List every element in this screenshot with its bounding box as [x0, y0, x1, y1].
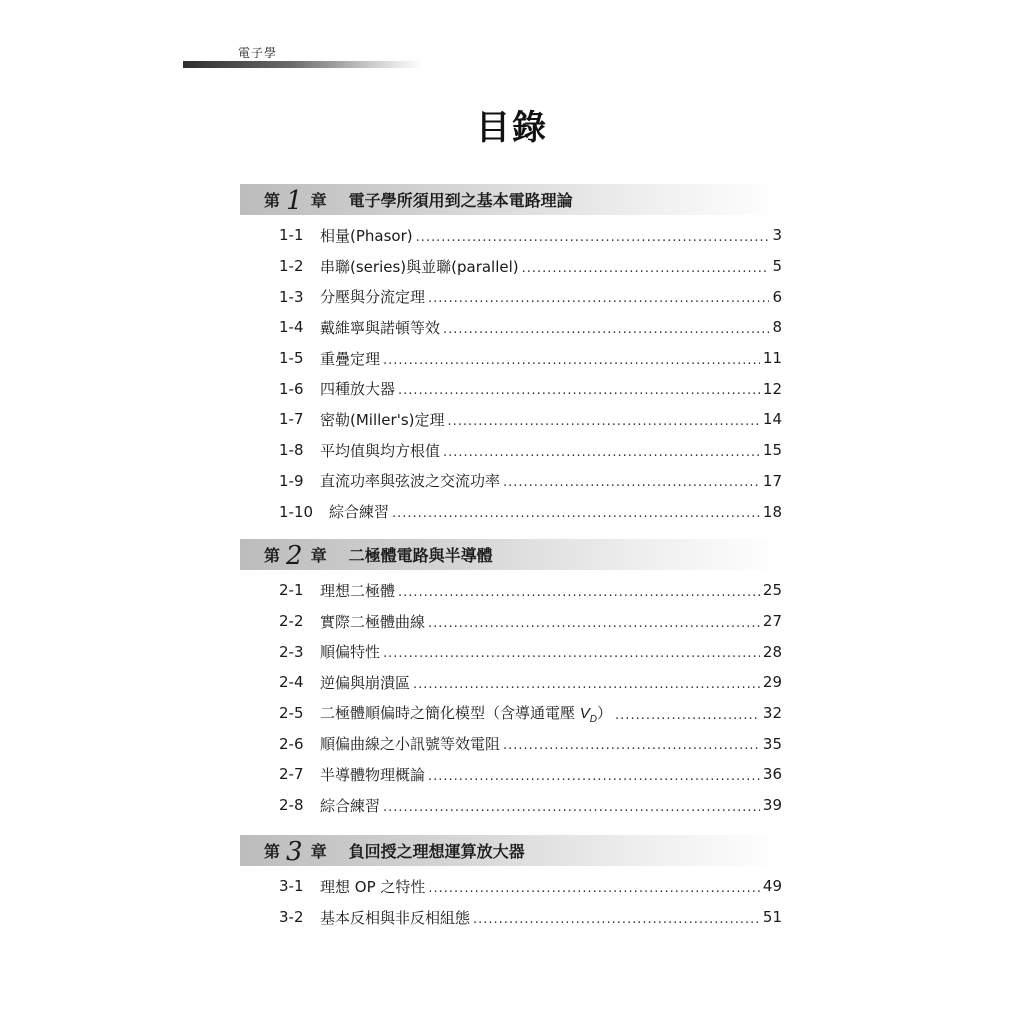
- entry-number: 2-6: [279, 734, 304, 753]
- entry-page: 8: [772, 318, 782, 337]
- dot-leader: [615, 709, 760, 722]
- chapter-word: 章: [310, 191, 327, 210]
- chapter-number: 1: [286, 185, 303, 216]
- entry-page: 32: [762, 704, 782, 723]
- toc-entry[interactable]: [279, 698, 782, 729]
- toc-entry[interactable]: [279, 466, 782, 497]
- entry-title: 實際二極體曲線: [320, 612, 426, 631]
- entry-title-prefix: 二極體順偏時之簡化模型（含導通電壓: [320, 703, 580, 722]
- entry-title: 半導體物理概論: [320, 765, 426, 784]
- entry-number: 2-7: [279, 765, 304, 784]
- dot-leader: [428, 617, 760, 630]
- entry-page: 27: [762, 612, 782, 631]
- voltage-subscript: [590, 714, 597, 725]
- dot-leader: [443, 323, 769, 336]
- toc-entry[interactable]: [279, 728, 782, 759]
- chapter-1-section: [240, 184, 782, 527]
- entry-number: 1-9: [279, 471, 304, 490]
- entry-title: 綜合練習: [320, 796, 381, 815]
- entry-title: 逆偏與崩潰區: [320, 673, 411, 692]
- entry-page: 51: [762, 908, 782, 927]
- entry-number: 1-8: [279, 441, 304, 460]
- toc-entry[interactable]: [279, 575, 782, 606]
- toc-entry[interactable]: [279, 759, 782, 790]
- dot-leader: [416, 231, 770, 244]
- entry-page: 36: [762, 765, 782, 784]
- entry-page: 25: [762, 581, 782, 600]
- chapter-word: 第: [264, 546, 281, 565]
- entry-number: 1-4: [279, 318, 304, 337]
- dot-leader: [398, 586, 760, 599]
- entry-number: 3-1: [279, 877, 304, 896]
- toc-entry[interactable]: [279, 404, 782, 435]
- dot-leader: [522, 262, 770, 275]
- chapter-number: 2: [286, 540, 303, 571]
- entry-page: 11: [762, 349, 782, 368]
- dot-leader: [428, 882, 760, 895]
- entry-page: 49: [762, 877, 782, 896]
- entry-page: 12: [762, 379, 782, 398]
- entry-page: 17: [762, 471, 782, 490]
- dot-leader: [443, 446, 760, 459]
- entry-number: 1-3: [279, 287, 304, 306]
- entry-number: 2-5: [279, 704, 304, 723]
- dot-leader: [383, 801, 760, 814]
- entry-number: 1-10: [279, 502, 314, 521]
- entry-number: 3-2: [279, 908, 304, 927]
- entry-number: 1-6: [279, 379, 304, 398]
- chapter-title: 電子學所須用到之基本電路理論: [348, 191, 573, 210]
- entry-title: 四種放大器: [320, 380, 396, 399]
- dot-leader: [398, 384, 760, 397]
- entry-page: 5: [772, 257, 782, 276]
- dot-leader: [503, 739, 760, 752]
- entry-title: 直流功率與弦波之交流功率: [320, 472, 501, 491]
- entry-number: 2-8: [279, 796, 304, 815]
- dot-leader: [428, 770, 760, 783]
- entry-number: 2-1: [279, 581, 304, 600]
- toc-entry[interactable]: [279, 435, 782, 466]
- dot-leader: [447, 415, 759, 428]
- entry-page: 15: [762, 441, 782, 460]
- entry-title: [320, 702, 612, 725]
- page-title: 目錄: [476, 108, 548, 148]
- entry-page: 29: [762, 673, 782, 692]
- entry-page: 14: [762, 410, 782, 429]
- toc-entry[interactable]: [279, 790, 782, 821]
- entry-title: 理想二極體: [320, 581, 396, 600]
- entry-title: 順偏曲線之小訊號等效電阻: [320, 735, 501, 754]
- chapter-3-section: [240, 835, 782, 932]
- entry-number: 1-1: [279, 226, 304, 245]
- chapter-2-section: [240, 539, 782, 821]
- toc-entry[interactable]: [279, 902, 782, 933]
- dot-leader: [503, 476, 760, 489]
- chapter-2-heading: [240, 539, 782, 570]
- toc-entry[interactable]: [279, 636, 782, 667]
- toc-entry[interactable]: [279, 343, 782, 374]
- entry-number: 1-7: [279, 410, 304, 429]
- dot-leader: [413, 678, 760, 691]
- running-head: 電子學: [238, 46, 278, 60]
- entry-title-suffix: ）: [597, 703, 613, 722]
- entry-number: 2-3: [279, 642, 304, 661]
- entry-title: 戴維寧與諾頓等效: [320, 318, 441, 337]
- entry-title: 密勒(Miller's)定理: [320, 410, 445, 429]
- entry-title: 重疊定理: [320, 349, 381, 368]
- entry-page: 18: [762, 502, 782, 521]
- entry-page: 3: [772, 226, 782, 245]
- chapter-3-heading: [240, 835, 782, 866]
- entry-page: 39: [762, 796, 782, 815]
- chapter-title: 負回授之理想運算放大器: [348, 842, 525, 861]
- voltage-symbol: V: [579, 704, 590, 722]
- toc-entry[interactable]: [279, 496, 782, 527]
- chapter-number: 3: [286, 836, 303, 867]
- entry-page: 6: [772, 287, 782, 306]
- toc-entry[interactable]: [279, 220, 782, 251]
- entry-title: 順偏特性: [320, 643, 381, 662]
- dot-leader: [392, 507, 760, 520]
- entry-title: 理想 OP 之特性: [320, 877, 426, 896]
- entry-number: 2-2: [279, 612, 304, 631]
- toc-entry[interactable]: [279, 312, 782, 343]
- toc-entry[interactable]: [279, 667, 782, 698]
- dot-leader: [383, 647, 760, 660]
- entry-title: 相量(Phasor): [320, 226, 413, 245]
- toc-entry[interactable]: [279, 251, 782, 282]
- entry-number: 1-5: [279, 349, 304, 368]
- toc-entry[interactable]: [279, 281, 782, 312]
- chapter-word: 第: [264, 842, 281, 861]
- entry-page: 35: [762, 734, 782, 753]
- entry-title: 綜合練習: [329, 503, 390, 522]
- entry-title: 基本反相與非反相組態: [320, 908, 471, 927]
- entry-title: 串聯(series)與並聯(parallel): [320, 257, 519, 276]
- entry-number: 2-4: [279, 673, 304, 692]
- chapter-word: 第: [264, 191, 281, 210]
- toc-entry[interactable]: [279, 373, 782, 404]
- toc-entry[interactable]: [279, 606, 782, 637]
- entry-page: 28: [762, 642, 782, 661]
- chapter-word: 章: [310, 842, 327, 861]
- chapter-title: 二極體電路與半導體: [348, 546, 493, 565]
- entry-title: 分壓與分流定理: [320, 288, 426, 307]
- voltage-subscript-text: D: [589, 713, 598, 725]
- header-rule: [183, 61, 423, 68]
- chapter-word: 章: [310, 546, 327, 565]
- entry-number: 1-2: [279, 257, 304, 276]
- dot-leader: [473, 913, 760, 926]
- toc-entry[interactable]: [279, 871, 782, 902]
- entry-title: 平均值與均方根值: [320, 441, 441, 460]
- dot-leader: [428, 292, 769, 305]
- chapter-1-heading: [240, 184, 782, 215]
- dot-leader: [383, 354, 760, 367]
